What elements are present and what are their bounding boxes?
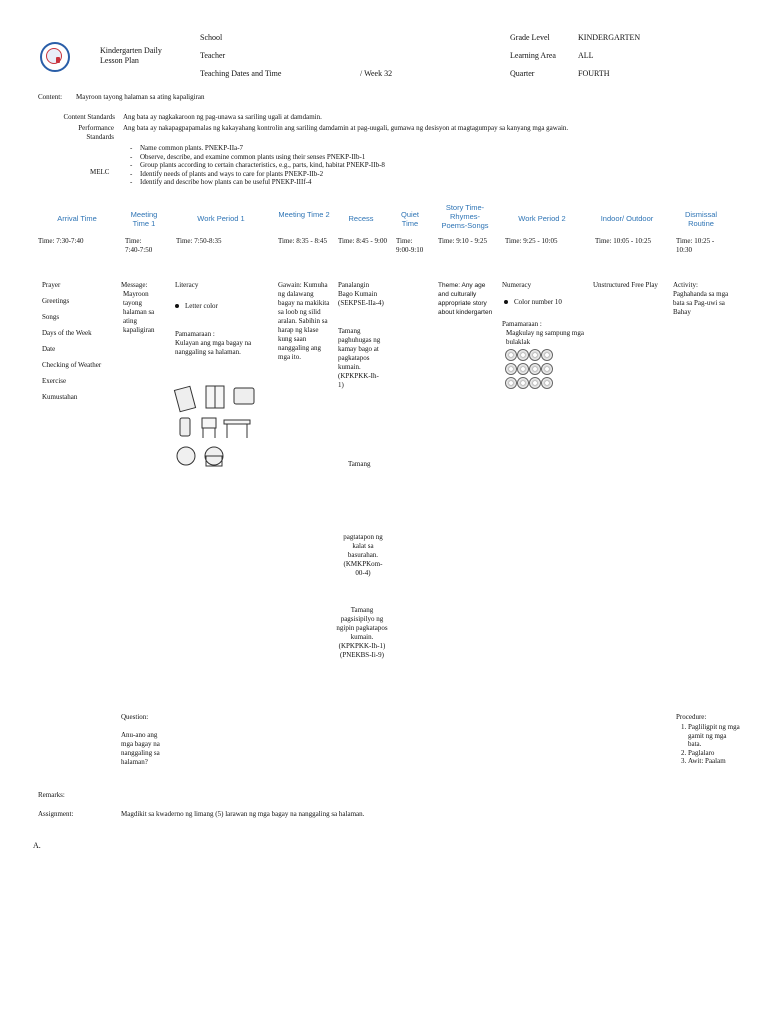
procedure-list [676,723,740,766]
header-quiet-time: Quiet Time [401,210,419,228]
literacy-instr: Kulayan ang mga bagay na nanggaling sa halaman. [175,339,252,356]
time-meeting-1: Time: 7:40-7:50 [125,237,153,254]
week-label: / Week 32 [360,69,393,78]
content-value: Mayroon tayong halaman sa ating kapaligiran [76,93,205,101]
flower-icon [505,377,517,389]
arrival-item: Greetings [42,297,70,305]
teacher-label: Teacher [200,51,226,60]
arrival-item: Date [42,345,56,353]
melc-item: - Identify needs of plants and ways to care for plants PNEKP-IIb-2 [130,170,450,179]
plan-title: Kindergarten Daily Lesson Plan [100,46,162,65]
literacy-bullet-text: Letter color [185,302,218,310]
time-work-1: Time: 7:50-8:35 [176,237,222,245]
header-dismissal-routine: Dismissal Routine [684,210,718,228]
content-label: Content: [38,93,63,101]
message-text: Mayroon tayong halaman sa ating kapaligiran [123,290,155,334]
melc-item: - Identify and describe how plants can be useful PNEKP-IIIf-4 [130,178,450,187]
assignment-label: Assignment: [38,810,74,818]
recess-p1: Panalangin Bago Kumain (SEKPSE-IIa-4) [338,281,384,307]
dismissal-activity: Activity: Paghahanda sa mga bata sa Pag-uwi sa Bahay [673,281,729,316]
area-value: ALL [578,51,594,60]
flower-icon [529,377,541,389]
numeracy-label: Numeracy [502,281,532,289]
content-standards-label: Content Standards [63,113,115,121]
assignment-value: Magdikit sa kwaderno ng limang (5) larawan ng mga bagay na nanggaling sa halaman. [121,810,365,818]
arrival-item: Exercise [42,377,67,385]
flower-icon [541,363,553,375]
school-label: School [200,33,223,42]
header-indoor-outdoor: Indoor/ Outdoor [600,214,654,223]
time-meeting-2: Time: 8:35 - 8:45 [278,237,327,245]
melc-item: - Group plants according to certain characteristics, e.g., parts, kind, habitat PNEKP-IIb-8 [130,161,450,170]
time-dismissal: Time: 10:25 - 10:30 [676,237,715,254]
melc-item: - Name common plants. PNEKP-IIa-7 [130,144,450,153]
literacy-label: Literacy [175,281,199,289]
flowers-grid [505,349,551,389]
melc-item: - Observe, describe, and examine common plants using their senses PNEKP-IIb-1 [130,153,450,162]
numeracy-instr-label: Pamamaraan : [502,320,542,328]
time-work-2: Time: 9:25 - 10:05 [505,237,558,245]
grade-label: Grade Level [510,33,550,42]
story-text: Theme: Any age and culturally appropriate story about kindergarten [438,282,493,316]
flower-icon [517,363,529,375]
flower-icon [517,377,529,389]
indoor-text: Unstructured Free Play [593,281,658,289]
flower-icon [505,349,517,361]
worksheet-images [172,384,262,470]
book-icon [174,386,195,411]
arrival-item: Days of the Week [42,329,92,337]
flower-icon [517,349,529,361]
question-label: Question: [121,713,149,721]
procedure-label: Procedure: [676,713,707,721]
literacy-bullet [175,302,218,311]
performance-standards-value: Ang bata ay nakapagpapamalas ng kakayahang kontrolin ang sariling damdamin at pag-uugali, gumawa ng desisyon at magtagumpay sa kanyang mga gawain. [123,124,569,132]
recess-p5: Tamang pagsisipilyo ng ngipin pagkatapos kumain. (KPKPKK-Ih-1) (PNEKBS-Ii-9) [336,606,388,659]
time-indoor: Time: 10:05 - 10:25 [595,237,651,245]
worksheet-objects-icon [172,384,262,470]
procedure-item: 1. Pagliligpit ng mga gamit ng mga bata. [688,723,740,749]
content-standards-value: Ang bata ay nagkakaroon ng pag-unawa sa sariling ugali at damdamin. [123,113,322,121]
numeracy-bullet [504,298,562,307]
procedure-item: 3. Awit: Paalam [688,757,740,766]
question-text: Anu-ano ang mga bagay na nanggaling sa halaman? [121,731,160,766]
performance-standards-label: Performance Standards [78,124,114,141]
header-story-time: Story Time- Rhymes- Poems-Songs [441,203,489,230]
header-arrival-time: Arrival Time [57,214,97,223]
arrival-item: Songs [42,313,60,321]
bottle-icon [180,418,190,436]
header-meeting-time-2: Meeting Time 2 [278,210,330,219]
grade-value: KINDERGARTEN [578,33,641,42]
chair-icon [202,418,216,438]
arrival-item: Checking of Weather [42,361,102,369]
bullet-icon [504,300,508,304]
table-icon [224,420,250,438]
meeting2-text: Gawain: Kumuha ng dalawang bagay na makikita sa loob ng silid aralan. Sabihin sa harap ng klase kung saan nanggaling ang mga ito. [278,281,330,361]
time-story: Time: 9:10 - 9:25 [438,237,487,245]
deped-seal-logo [40,42,70,72]
time-recess: Time: 8:45 - 9:00 [338,237,387,245]
melc-label: MELC [90,168,110,176]
plant-icon [177,447,195,465]
header-meeting-time-1: Meeting Time 1 [130,210,158,228]
numeracy-bullet-text: Color number 10 [514,298,562,306]
procedure-item: 2. Paglalaro [688,749,740,758]
flower-icon [541,377,553,389]
time-arrival: Time: 7:30-7:40 [38,237,84,245]
bottom-mark: A. [33,841,41,850]
flower-icon [541,349,553,361]
time-quiet: Time: 9:00-9:10 [396,237,424,254]
flower-icon [529,363,541,375]
arrival-item: Prayer [42,281,61,289]
numeracy-instr: Magkulay ng sampung mga bulaklak [506,329,584,346]
recess-p3: Tamang [348,460,371,468]
arrival-item: Kumustahan [42,393,78,401]
message-label: Message: [121,281,148,289]
literacy-instr-label: Pamamaraan : [175,330,215,338]
remarks-label: Remarks: [38,791,65,799]
header-recess: Recess [348,214,374,223]
header-work-period-1: Work Period 1 [197,214,245,223]
quarter-label: Quarter [510,69,535,78]
area-label: Learning Area [510,51,556,60]
melc-list [130,144,450,187]
arrival-list [42,281,102,402]
dates-label: Teaching Dates and Time [200,69,282,78]
bullet-icon [175,304,179,308]
quarter-value: FOURTH [578,69,610,78]
flower-icon [529,349,541,361]
header-work-period-2: Work Period 2 [518,214,566,223]
tv-icon [234,388,254,404]
recess-p4: pagtatapon ng kalat sa basurahan. (KMKPKom-00-4) [343,533,383,577]
flower-icon [505,363,517,375]
recess-p2: Tamang paghuhugas ng kamay bago at pagkatapos kumain. (KPKPKK-Ih-1) [338,327,381,389]
